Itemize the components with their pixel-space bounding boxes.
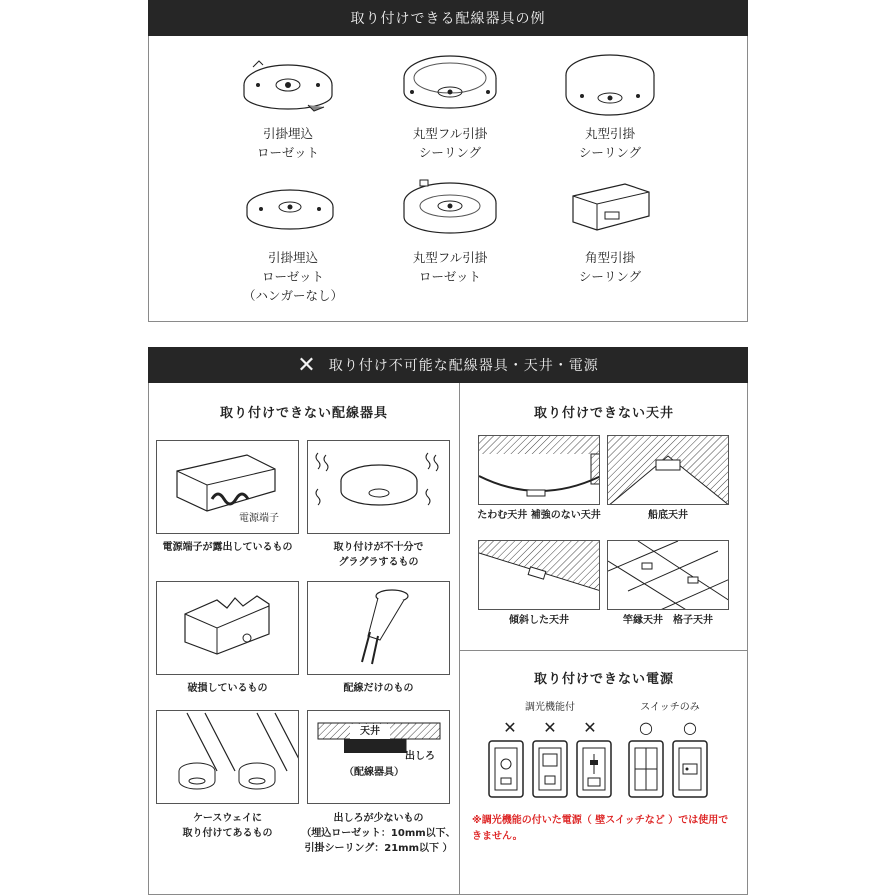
embedded-rosette-icon (238, 55, 338, 115)
cross-icon: ✕ (297, 352, 317, 378)
item-round-full-ceiling-label: 丸型フル引掛 シーリング (412, 126, 488, 160)
item-square-ceiling-label: 角型引掛 シーリング (578, 250, 642, 284)
terminal-label: 電源端子 (239, 513, 279, 524)
sloped-ceiling-caption: 傾斜した天井 (509, 615, 569, 626)
sloped-ceiling-illustration (478, 540, 600, 610)
sagging-ceiling-caption: たわむ天井 補強のない天井 (477, 510, 601, 521)
square-ceiling-icon (565, 180, 655, 235)
lattice-ceiling-illustration (607, 540, 729, 610)
caseway-caption: ケースウェイに 取り付けてあるもの (182, 813, 273, 839)
dimmer-switch-1-icon (488, 740, 524, 798)
cross-icon: ✕ (583, 718, 597, 737)
power-note: ※調光機能の付いた電源（ 壁スイッチなど ）では使用で きません。 (472, 815, 729, 842)
round-full-rosette-icon (400, 178, 500, 243)
compatible-devices-title-bar (148, 0, 748, 36)
circle-icon: ○ (683, 718, 697, 737)
item-round-ceiling-label: 丸型引掛 シーリング (578, 126, 642, 160)
row-divider (459, 650, 748, 651)
dimmer-label: 調光機能付 (525, 702, 575, 713)
small-margin-illustration (307, 710, 450, 804)
lattice-ceiling-caption: 竿縁天井 格子天井 (623, 615, 713, 626)
loose-fitting-caption: 取り付けが不十分で グラグラするもの (333, 542, 424, 568)
wall-switch-1-icon (628, 740, 664, 798)
exposed-terminal-illustration (156, 440, 299, 534)
caseway-illustration (156, 710, 299, 804)
circle-icon: ○ (639, 718, 653, 737)
compatible-devices-title: 取り付けできる配線器具の例 (350, 11, 546, 27)
rosette-no-hanger-icon (243, 185, 338, 235)
dimmer-switch-3-icon (576, 740, 612, 798)
incompatible-title: 取り付け不可能な配線器具・天井・電源 (328, 358, 599, 374)
dimmer-switch-2-icon (532, 740, 568, 798)
boat-bottom-ceiling-illustration (607, 435, 729, 505)
incompatible-title-bar (148, 347, 748, 383)
ceilings-heading: 取り付けできない天井 (533, 406, 674, 421)
devices-heading: 取り付けできない配線器具 (219, 406, 388, 421)
cross-icon: ✕ (503, 718, 517, 737)
loose-fitting-illustration (307, 440, 450, 534)
wiring-only-illustration (307, 581, 450, 675)
small-margin-caption: 出しろが少ないもの （埋込ローゼット：10mm以下、 引掛シーリング：21mm以下 ） (301, 813, 456, 854)
margin-label: 出しろ (405, 751, 435, 762)
device-label: （配線器具） (344, 767, 404, 778)
switch-only-label: スイッチのみ (640, 702, 700, 713)
boat-bottom-ceiling-caption: 船底天井 (648, 510, 688, 521)
exposed-terminal-caption: 電源端子が露出しているもの (162, 542, 293, 553)
item-rosette-no-hanger-label: 引掛埋込 ローゼット （ハンガーなし） (242, 250, 343, 303)
wall-switch-2-icon (672, 740, 708, 798)
sagging-ceiling-illustration (478, 435, 600, 505)
power-heading: 取り付けできない電源 (533, 672, 674, 687)
margin-ceiling-label: 天井 (350, 724, 390, 739)
cross-icon: ✕ (543, 718, 557, 737)
item-round-full-rosette-label: 丸型フル引掛 ローゼット (412, 250, 488, 284)
round-full-ceiling-icon (400, 50, 500, 115)
damaged-device-caption: 破損しているもの (187, 683, 268, 694)
round-ceiling-icon (560, 50, 660, 120)
wiring-only-caption: 配線だけのもの (343, 683, 414, 694)
item-embedded-rosette-label: 引掛埋込 ローゼット (256, 126, 319, 160)
damaged-device-illustration (156, 581, 299, 675)
